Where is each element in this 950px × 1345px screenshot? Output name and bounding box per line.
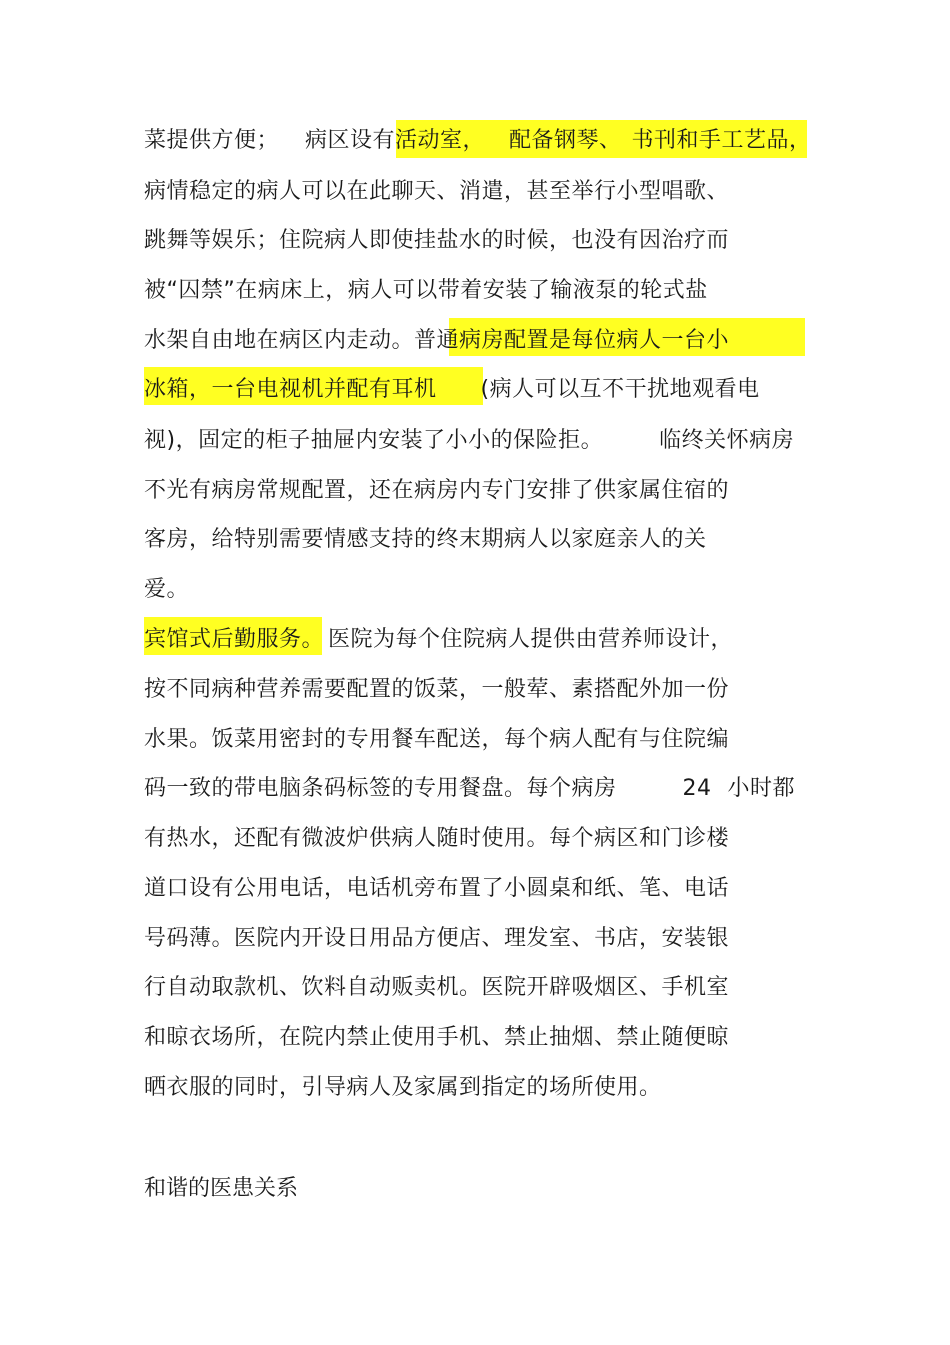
text-segment: 水果。饭菜用密封的专用餐车配送，每个病人配有与住院编 (144, 727, 730, 752)
text-line (144, 774, 795, 804)
text-segment: 按不同病种营养需要配置的饭菜，一般荤、素搭配外加一份 (144, 677, 730, 702)
text-segment: 冰箱，一台电视机并配有耳机 (144, 377, 437, 402)
text-line (144, 525, 707, 555)
text-segment: 码一致的带电脑条码标签的专用餐盘。每个病房 (144, 776, 617, 801)
text-segment: 书刊和手工艺品， (631, 128, 812, 153)
text-segment: 被“囚禁”在病床上，病人可以带着安装了输液泵的轮式盐 (144, 278, 708, 303)
text-line (144, 1073, 662, 1103)
text-segment: 24 (682, 776, 712, 801)
text-segment: 配备钢琴、 (509, 128, 622, 153)
text-segment: 临终关怀病房 (659, 428, 795, 453)
text-segment: 道口设有公用电话，电话机旁布置了小圆桌和纸、笔、电话 (144, 876, 730, 901)
text-segment: 病情稳定的病人可以在此聊天、消遣，甚至举行小型唱歌、 (144, 179, 730, 204)
text-line (144, 126, 812, 156)
text-segment: 菜提供方便； (144, 128, 280, 153)
text-segment: 水架自由地在病区内走动。普通病房配置是每位病人一台小 (144, 328, 730, 353)
text-line (144, 874, 729, 904)
text-segment: 有热水，还配有微波炉供病人随时使用。每个病区和门诊楼 (144, 826, 730, 851)
text-segment: (病人可以互不干扰地观看电 (480, 377, 760, 402)
text-line (144, 476, 729, 506)
text-segment: 晒衣服的同时，引导病人及家属到指定的场所使用。 (144, 1075, 662, 1100)
text-line (144, 1023, 729, 1053)
text-segment: 医院为每个住院病人提供由营养师设计， (328, 627, 734, 652)
text-line (144, 625, 733, 655)
text-line (144, 824, 729, 854)
text-line (144, 375, 760, 405)
text-segment: 跳舞等娱乐；住院病人即使挂盐水的时候，也没有因治疗而 (144, 228, 730, 253)
text-line (144, 675, 729, 705)
text-segment: 宾馆式后勤服务。 (144, 627, 325, 652)
text-segment: 行自动取款机、饮料自动贩卖机。医院开辟吸烟区、手机室 (144, 975, 730, 1000)
text-line (144, 326, 729, 356)
text-line (144, 276, 708, 306)
text-segment: 病区设有活动室， (305, 128, 486, 153)
text-segment: 客房，给特别需要情感支持的终末期病人以家庭亲人的关 (144, 527, 707, 552)
text-line (144, 177, 729, 207)
text-line (144, 924, 729, 954)
text-line (144, 575, 189, 605)
text-segment: 爱。 (144, 577, 190, 602)
text-segment: 号码薄。医院内开设日用品方便店、理发室、书店，安装银 (144, 926, 730, 951)
text-line (144, 226, 729, 256)
text-segment: 不光有病房常规配置，还在病房内专门安排了供家属住宿的 (144, 478, 730, 503)
text-line (144, 725, 729, 755)
text-segment: 小时都 (727, 776, 796, 801)
text-line (144, 426, 794, 456)
section-heading: 和谐的医患关系 (144, 1176, 299, 1201)
text-line (144, 973, 729, 1003)
text-segment: 和晾衣场所，在院内禁止使用手机、禁止抽烟、禁止随便晾 (144, 1025, 730, 1050)
text-segment: 视)，固定的柜子抽屉内安装了小小的保险拒。 (144, 428, 604, 453)
